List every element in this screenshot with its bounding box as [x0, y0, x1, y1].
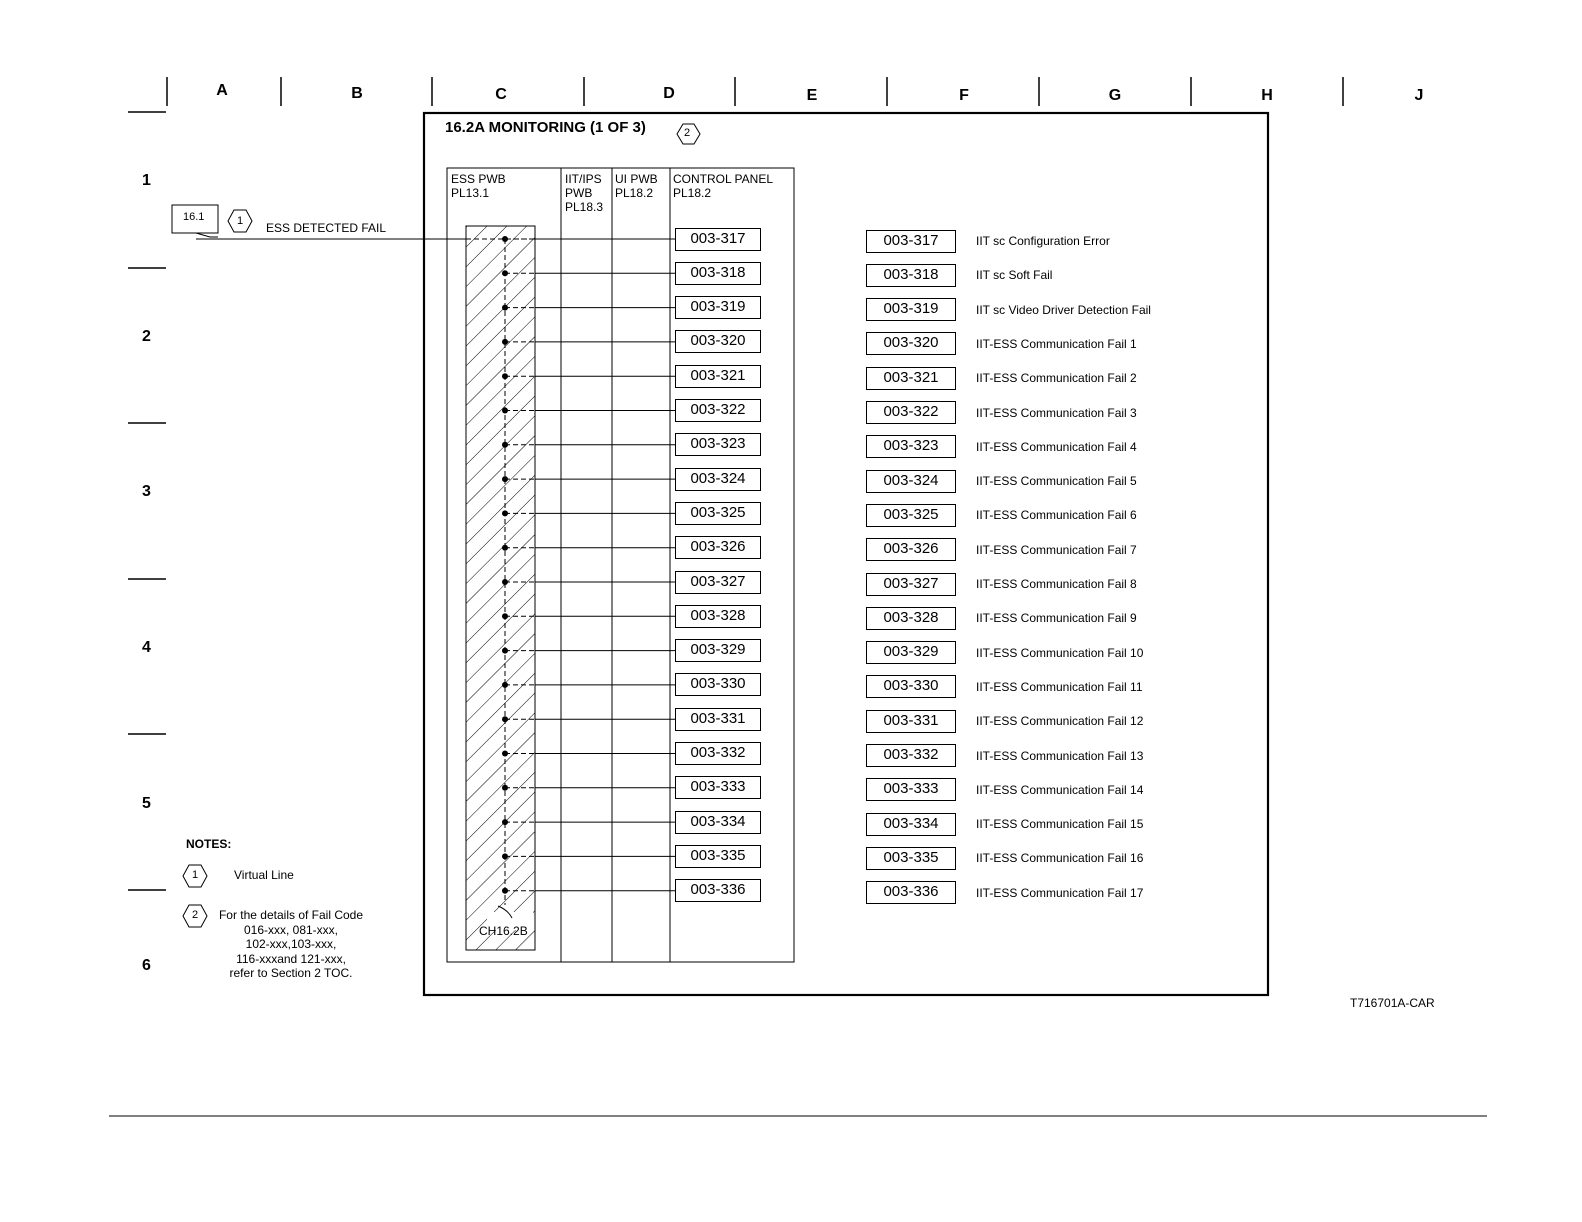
fail-code-box: 003-335	[675, 845, 761, 868]
legend-description: IIT-ESS Communication Fail 4	[976, 439, 1137, 454]
note-2-text: For the details of Fail Code 016-xxx, 081-xxx, 102-xxx,103-xxx, 116-xxxand 121-xxx, refer to Section 2 TOC.	[218, 908, 364, 980]
fail-code-box: 003-327	[675, 571, 761, 594]
fail-code-box: 003-328	[675, 605, 761, 628]
junction-dot	[502, 305, 508, 311]
legend-description: IIT-ESS Communication Fail 11	[976, 679, 1143, 694]
chain-ref: CH16.2B	[479, 924, 528, 938]
figure-id: T716701A-CAR	[1350, 996, 1435, 1010]
junction-dot	[502, 613, 508, 619]
header-iit-ips-pwb: IIT/IPS PWB PL18.3	[565, 172, 604, 214]
junction-dot	[502, 888, 508, 894]
legend-description: IIT-ESS Communication Fail 1	[976, 336, 1137, 351]
legend-description: IIT-ESS Communication Fail 6	[976, 508, 1137, 523]
grid-row-2: 2	[142, 328, 151, 345]
grid-row-5: 5	[142, 795, 151, 812]
legend-code-box: 003-336	[866, 881, 956, 904]
legend-description: IIT-ESS Communication Fail 7	[976, 542, 1137, 557]
fail-code-box: 003-319	[675, 296, 761, 319]
legend-code-box: 003-321	[866, 367, 956, 390]
title-note-number: 2	[684, 127, 691, 139]
grid-row-1: 1	[142, 172, 151, 189]
header-control-panel: CONTROL PANEL PL18.2	[673, 172, 774, 200]
header-ui-pwb: UI PWB PL18.2	[615, 172, 658, 200]
junction-dot	[502, 751, 508, 757]
legend-description: IIT-ESS Communication Fail 13	[976, 748, 1144, 763]
input-label: ESS DETECTED FAIL	[266, 221, 387, 235]
legend-code-box: 003-330	[866, 675, 956, 698]
grid-col-e: E	[806, 87, 818, 104]
fail-code-box: 003-324	[675, 468, 761, 491]
junction-dot	[502, 545, 508, 551]
legend-description: IIT sc Video Driver Detection Fail	[976, 302, 1151, 317]
diagram-title: 16.2A MONITORING (1 OF 3)	[445, 119, 646, 136]
junction-dot	[502, 510, 508, 516]
grid-col-j: J	[1414, 87, 1424, 104]
junction-dot	[502, 819, 508, 825]
grid-col-h: H	[1261, 87, 1273, 104]
legend-code-box: 003-323	[866, 435, 956, 458]
fail-code-box: 003-323	[675, 433, 761, 456]
legend-description: IIT-ESS Communication Fail 10	[976, 645, 1144, 660]
legend-code-box: 003-335	[866, 847, 956, 870]
grid-col-a: A	[216, 82, 228, 99]
fail-code-box: 003-336	[675, 879, 761, 902]
input-note-number: 1	[237, 215, 244, 227]
grid-row-3: 3	[142, 483, 151, 500]
note-2-number: 2	[192, 909, 199, 921]
junction-dot	[502, 648, 508, 654]
legend-description: IIT-ESS Communication Fail 2	[976, 371, 1137, 386]
legend-description: IIT sc Configuration Error	[976, 234, 1110, 248]
fail-code-box: 003-331	[675, 708, 761, 731]
legend-description: IIT-ESS Communication Fail 14	[976, 782, 1144, 797]
legend-code-box: 003-333	[866, 778, 956, 801]
legend-description: IIT-ESS Communication Fail 12	[976, 714, 1144, 729]
legend-description: IIT-ESS Communication Fail 9	[976, 611, 1137, 626]
fail-code-box: 003-326	[675, 536, 761, 559]
notes-heading: NOTES:	[186, 837, 232, 851]
legend-description: IIT sc Soft Fail	[976, 268, 1053, 283]
junction-dot	[502, 579, 508, 585]
grid-col-c: C	[495, 86, 507, 103]
fail-code-box: 003-329	[675, 639, 761, 662]
legend-description: IIT-ESS Communication Fail 17	[976, 885, 1144, 900]
legend-description: IIT-ESS Communication Fail 15	[976, 817, 1144, 832]
fail-code-box: 003-320	[675, 330, 761, 353]
legend-code-box: 003-320	[866, 332, 956, 355]
header-ess-pwb: ESS PWB PL13.1	[451, 172, 506, 200]
grid-col-d: D	[663, 85, 675, 102]
legend-code-box: 003-329	[866, 641, 956, 664]
junction-dot	[502, 442, 508, 448]
legend-code-box: 003-326	[866, 538, 956, 561]
legend-description: IIT-ESS Communication Fail 5	[976, 474, 1137, 489]
junction-dot	[502, 236, 508, 242]
note-1-number: 1	[192, 869, 199, 881]
junction-dot	[502, 270, 508, 276]
note-1-text: Virtual Line	[234, 868, 294, 882]
legend-code-box: 003-327	[866, 573, 956, 596]
junction-dot	[502, 716, 508, 722]
legend-code-box: 003-325	[866, 504, 956, 527]
fail-code-box: 003-333	[675, 776, 761, 799]
legend-code-box: 003-331	[866, 710, 956, 733]
junction-dot	[502, 339, 508, 345]
legend-code-box: 003-318	[866, 264, 956, 287]
fail-code-box: 003-321	[675, 365, 761, 388]
legend-description: IIT-ESS Communication Fail 16	[976, 851, 1144, 866]
junction-dot	[502, 476, 508, 482]
legend-code-box: 003-334	[866, 813, 956, 836]
fail-code-box: 003-325	[675, 502, 761, 525]
legend-code-box: 003-319	[866, 298, 956, 321]
legend-description: IIT-ESS Communication Fail 3	[976, 405, 1137, 420]
fail-code-box: 003-317	[675, 228, 761, 251]
grid-row-6: 6	[142, 957, 151, 974]
legend-code-box: 003-328	[866, 607, 956, 630]
junction-dot	[502, 853, 508, 859]
grid-row-4: 4	[142, 639, 151, 656]
fail-code-box: 003-322	[675, 399, 761, 422]
fail-code-box: 003-330	[675, 673, 761, 696]
legend-code-box: 003-322	[866, 401, 956, 424]
grid-col-b: B	[351, 85, 363, 102]
legend-code-box: 003-324	[866, 470, 956, 493]
fail-code-box: 003-334	[675, 811, 761, 834]
fail-code-box: 003-332	[675, 742, 761, 765]
input-ref: 16.1	[183, 211, 205, 223]
junction-dot	[502, 785, 508, 791]
grid-col-f: F	[959, 87, 969, 104]
grid-col-g: G	[1108, 87, 1122, 104]
junction-dot	[502, 682, 508, 688]
legend-code-box: 003-317	[866, 230, 956, 253]
legend-description: IIT-ESS Communication Fail 8	[976, 577, 1137, 591]
legend-code-box: 003-332	[866, 744, 956, 767]
junction-dot	[502, 408, 508, 414]
fail-code-box: 003-318	[675, 262, 761, 285]
junction-dot	[502, 373, 508, 379]
